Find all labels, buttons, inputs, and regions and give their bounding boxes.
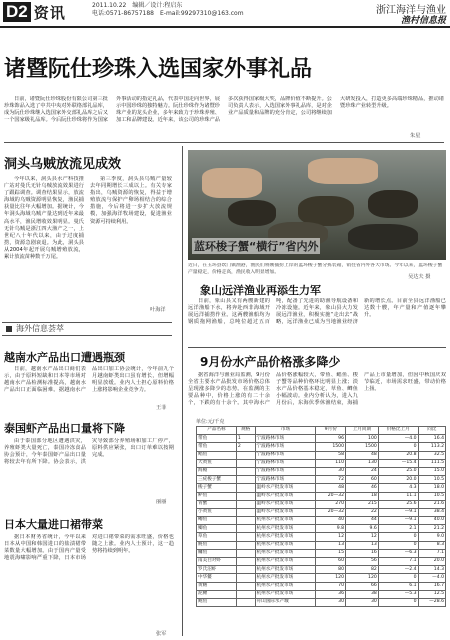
table-cell: 小黄鱼 bbox=[197, 508, 237, 516]
overseas-banner bbox=[2, 322, 172, 336]
table-cell: 15.0 bbox=[418, 467, 445, 475]
table-cell: 宁波路林市场 bbox=[255, 459, 316, 467]
table-cell bbox=[236, 492, 255, 500]
table-row bbox=[197, 435, 446, 443]
table-cell bbox=[236, 508, 255, 516]
table-cell: 14.3 bbox=[418, 566, 445, 574]
story6-headline: 象山远洋渔业再添生力军 bbox=[200, 284, 321, 297]
table-cell: 0 bbox=[378, 533, 418, 541]
story2-text-2: 第三季度，洞头县乌贼产量较去年同期增长三成以上。有关专家指出，乌贼资源的恢复，得益于增殖放流与保护产卵场相结合的综合措施，今后将进一步扩大放流规模，加强海洋牧场建设，促进渔业资源可持续利用。 bbox=[90, 176, 172, 225]
table-row bbox=[197, 541, 446, 549]
table-cell: 21.6 bbox=[418, 500, 445, 508]
table-cell: 温岭水产批发市场 bbox=[255, 508, 316, 516]
photo-crab bbox=[228, 200, 276, 226]
table-row bbox=[197, 558, 446, 566]
table-cell: 鳓鱼 bbox=[197, 517, 237, 525]
table-header: 上月同期 bbox=[346, 427, 379, 435]
story5-body bbox=[4, 534, 174, 632]
table-cell: —6.3 bbox=[378, 549, 418, 557]
story3-author: 王菲 bbox=[156, 405, 167, 411]
header-rule bbox=[0, 26, 450, 28]
table-cell: 10.5 bbox=[418, 492, 445, 500]
table-cell bbox=[236, 549, 255, 557]
table-cell: 30 bbox=[316, 467, 346, 475]
phone-line: 电话:0571-86757188 bbox=[92, 10, 154, 17]
table-cell: 宁波路林市场 bbox=[255, 435, 316, 443]
table-cell: 宁波路林市场 bbox=[255, 476, 316, 484]
table-cell: 鲢鱼 bbox=[197, 541, 237, 549]
table-cell: —5.3 bbox=[378, 590, 418, 598]
table-cell: 110 bbox=[316, 459, 346, 467]
table-cell: 15 bbox=[316, 549, 346, 557]
table-row bbox=[197, 582, 446, 590]
table-cell: 44 bbox=[346, 517, 379, 525]
table-cell: 0 bbox=[378, 598, 418, 606]
table-header: 同比 bbox=[418, 427, 445, 435]
price-table bbox=[196, 426, 446, 607]
table-cell: 黄鳝 bbox=[197, 582, 237, 590]
table-cell: 带鱼 bbox=[197, 435, 237, 443]
table-row bbox=[197, 451, 446, 459]
table-cell: 鲈鱼 bbox=[197, 492, 237, 500]
table-cell: 大黄鱼 bbox=[197, 459, 237, 467]
table-cell: 16 bbox=[346, 549, 379, 557]
table-cell: 58 bbox=[316, 451, 346, 459]
table-cell: 9.8 bbox=[316, 525, 346, 533]
table-cell: 48 bbox=[346, 451, 379, 459]
table-row bbox=[197, 476, 446, 484]
main-headline: 诸暨阮仕珍珠入选国家外事礼品 bbox=[4, 57, 313, 82]
table-cell bbox=[236, 558, 255, 566]
story4-headline: 泰国虾产品出口量将下降 bbox=[4, 422, 125, 435]
table-header: 规格 bbox=[236, 427, 255, 435]
table-cell: 20.0 bbox=[378, 476, 418, 484]
story5-headline: 日本大量进口裙带菜 bbox=[4, 518, 103, 531]
table-cell bbox=[236, 582, 255, 590]
story3-headline: 越南水产品出口遭遇瓶颈 bbox=[4, 351, 125, 364]
table-cell: 杭州水产批发市场 bbox=[255, 549, 316, 557]
table-cell: 30 bbox=[346, 598, 379, 606]
email-line: E-mail:99297310@163.com bbox=[160, 10, 244, 17]
table-cell: 1500 bbox=[316, 443, 346, 451]
photo-caption: 近日，在玉环县坎门镇渔港，渔民们将刚捕捞上岸的蓝环梭子蟹分拣装箱，销往省内外各大市场。今年以来，蓝环梭子蟹产量稳定，价格走高，渔民收入明显增加。 bbox=[188, 263, 443, 275]
table-row bbox=[197, 492, 446, 500]
table-cell: 带鱼 bbox=[197, 443, 237, 451]
table-cell: 宁波路林市场 bbox=[255, 451, 316, 459]
table-cell bbox=[236, 467, 255, 475]
table-cell: 82 bbox=[346, 566, 379, 574]
table-cell: 25.0 bbox=[378, 467, 418, 475]
table-cell: 9.0 bbox=[418, 533, 445, 541]
table-cell: 66 bbox=[346, 582, 379, 590]
table-cell: 20—32 bbox=[316, 492, 346, 500]
table-cell: 9.6 bbox=[346, 525, 379, 533]
table-cell: 12 bbox=[316, 533, 346, 541]
table-cell: 宁波路林市场 bbox=[255, 443, 316, 451]
story4-text: 由于泰国部分地区遭遇洪灾，养殖虾类大量死亡，泰国冷冻食品协会预计，今年泰国虾产品出口量将较去年有所下降。协会表示，洪灾导致部分养殖场和加工厂停产，原料供应紧张，出口订单难以按期完成。 bbox=[4, 438, 174, 466]
table-cell: 舟山国际水产城 bbox=[255, 598, 316, 606]
column-divider bbox=[182, 146, 183, 636]
story7-text: 据省海洋与渔业局监测，9月份全省主要水产品批发市场价格总体呈现涨多降少的态势。在监测的主要品种中，价格上涨的有二十余个，下跌的有十余个。其中海水产品价格涨幅较大，带鱼、鲳鱼、梭子蟹等品种价格环比明显上涨；淡水产品价格基本稳定，草鱼、鲫鱼小幅波动。业内分析认为，进入九月份后，东海伏季休渔结束，海捕产品上市量增加，但因中秋国庆双节临近，市场需求旺盛，带动价格上扬。 bbox=[188, 372, 446, 407]
price-table-body bbox=[197, 435, 446, 607]
photo-hand bbox=[202, 168, 262, 198]
table-cell: 13 bbox=[346, 541, 379, 549]
table-cell: 鲍鱼 bbox=[197, 598, 237, 606]
photo-crab bbox=[368, 190, 418, 218]
story5-author: 张军 bbox=[156, 631, 167, 637]
table-cell: 1 bbox=[236, 435, 255, 443]
table-cell: 25.6 bbox=[378, 500, 418, 508]
table-cell: 48 bbox=[316, 484, 346, 492]
table-cell: 杭州水产批发市场 bbox=[255, 533, 316, 541]
table-cell: 鲳鱼 bbox=[197, 451, 237, 459]
table-cell: —9.1 bbox=[378, 517, 418, 525]
story6-text: 日前，象山县又有两艘新建的远洋渔船下水，将奔赴西非海域开展远洋捕捞作业。这两艘渔船均为钢质拖网渔船，总吨位超过五百吨，配备了先进的助渔导航设备和冷冻设施。近年来，象山县大力发展远洋渔业，积极实施“走出去”战略，远洋渔业已成为当地渔业经济新的增长点。目前全县远洋渔船已达数十艘，年产量和产值逐年攀升。 bbox=[188, 298, 446, 326]
table-cell: 40.0 bbox=[418, 517, 445, 525]
table-row bbox=[197, 566, 446, 574]
story2-author: 叶海洋 bbox=[150, 307, 166, 313]
table-row bbox=[197, 459, 446, 467]
table-row bbox=[197, 443, 446, 451]
table-cell: 4.3 bbox=[378, 484, 418, 492]
table-cell: 泥鳅 bbox=[197, 590, 237, 598]
table-cell: 111.5 bbox=[418, 459, 445, 467]
table-cell: 18.0 bbox=[418, 484, 445, 492]
story2-body-col1 bbox=[4, 176, 84, 316]
table-cell: —4.0 bbox=[418, 574, 445, 582]
table-cell: 杭州水产批发市场 bbox=[255, 590, 316, 598]
editor-line: 编辑／设计:程启东 bbox=[132, 2, 183, 9]
table-cell: 南美白对虾 bbox=[197, 558, 237, 566]
story5-text: 据日本财务省统计，今年以来日本从中国和韩国进口的盐渍裙带菜数量大幅增加。由于国内产量受地震海啸影响严重下降，日本市场对进口裙带菜的需求旺盛，价格也随之上涨。业内人士预计，这一趋势将持续到明年。 bbox=[4, 534, 174, 562]
table-cell: 11.1 bbox=[378, 492, 418, 500]
table-cell: 32.5 bbox=[418, 451, 445, 459]
table-cell: 8.3 bbox=[418, 541, 445, 549]
table-cell: 20.0 bbox=[418, 558, 445, 566]
table-cell: 13 bbox=[316, 541, 346, 549]
banner-label: 海外信息荟萃 bbox=[16, 324, 64, 333]
table-cell: 鲫鱼 bbox=[197, 525, 237, 533]
photo-title: 蓝环梭子蟹“横行”省内外 bbox=[194, 240, 319, 253]
table-cell: 10.5 bbox=[418, 476, 445, 484]
table-cell bbox=[236, 476, 255, 484]
table-cell bbox=[236, 451, 255, 459]
photo-crab bbox=[348, 224, 418, 250]
table-cell: 18 bbox=[346, 492, 379, 500]
table-row bbox=[197, 500, 446, 508]
table-cell: 草鱼 bbox=[197, 533, 237, 541]
table-cell: 36 bbox=[316, 590, 346, 598]
table-cell: 中华鳖 bbox=[197, 574, 237, 582]
table-cell: 12 bbox=[346, 533, 379, 541]
table-cell: 22 bbox=[346, 508, 379, 516]
table-cell: 24 bbox=[346, 467, 379, 475]
table-cell: 2 bbox=[236, 443, 255, 451]
table-cell: 80 bbox=[316, 566, 346, 574]
table-cell: 46 bbox=[346, 484, 379, 492]
main-story-body bbox=[4, 96, 444, 134]
story3-body bbox=[4, 366, 174, 410]
table-cell: 7.1 bbox=[418, 549, 445, 557]
table-row bbox=[197, 508, 446, 516]
section-name: 资讯 bbox=[33, 3, 66, 22]
table-cell bbox=[236, 533, 255, 541]
table-row bbox=[197, 574, 446, 582]
story2-body-col2 bbox=[90, 176, 172, 308]
table-cell: 20—32 bbox=[316, 508, 346, 516]
table-cell: 海鳗 bbox=[197, 467, 237, 475]
table-cell bbox=[236, 459, 255, 467]
story4-body bbox=[4, 438, 174, 504]
story3-text: 日前，越南水产品出口商们表示，由于原料短缺和日本等市场对越南水产品检测标准提高，越南水产品出口正面临困难。据越南水产品出口加工协会统计，今年前九个月越南虾类出口虽有增长，但增幅明显放缓。业内人士担心原料价格上涨将影响企业竞争力。 bbox=[4, 366, 174, 394]
table-cell: 6.1 bbox=[378, 582, 418, 590]
table-row bbox=[197, 533, 446, 541]
table-cell: 120 bbox=[346, 574, 379, 582]
table-cell: 72 bbox=[316, 476, 346, 484]
table-row bbox=[197, 590, 446, 598]
table-cell: —28.6 bbox=[418, 598, 445, 606]
divider bbox=[4, 142, 444, 143]
table-header: 9月份 bbox=[316, 427, 346, 435]
table-header-row bbox=[197, 427, 446, 435]
table-cell: 2.1 bbox=[378, 525, 418, 533]
table-cell: 100 bbox=[346, 435, 379, 443]
table-cell: 70 bbox=[316, 582, 346, 590]
table-cell: 杭州水产批发市场 bbox=[255, 574, 316, 582]
table-cell: 12.5 bbox=[418, 590, 445, 598]
table-cell: —4.0 bbox=[378, 435, 418, 443]
photo-hand bbox=[308, 158, 378, 184]
table-row bbox=[197, 525, 446, 533]
table-cell: 38.4 bbox=[418, 508, 445, 516]
table-cell bbox=[236, 500, 255, 508]
story4-author: 丽丽 bbox=[156, 499, 167, 505]
table-row bbox=[197, 484, 446, 492]
table-cell: 16.4 bbox=[418, 435, 445, 443]
table-header: 产品名称 bbox=[197, 427, 237, 435]
story7-headline: 9月份水产品价格涨多降少 bbox=[200, 355, 341, 369]
table-cell: 7.1 bbox=[378, 558, 418, 566]
table-cell: —15.4 bbox=[378, 459, 418, 467]
table-cell: —9.1 bbox=[378, 508, 418, 516]
table-cell: 宁波路林市场 bbox=[255, 467, 316, 475]
table-cell: 鳙鱼 bbox=[197, 549, 237, 557]
table-cell: 16.7 bbox=[418, 582, 445, 590]
table-row bbox=[197, 549, 446, 557]
table-row bbox=[197, 598, 446, 606]
table-cell: 杭州水产批发市场 bbox=[255, 525, 316, 533]
table-cell: 温岭水产批发市场 bbox=[255, 492, 316, 500]
table-cell bbox=[236, 517, 255, 525]
story2-text: 今年以来，洞头县水产科技推广站对曼氏无针乌贼放流效果进行了跟踪调查。调查结果显示，放流海域的乌贼资源明显恢复，渔民捕获量比往年大幅增加。据统计，今年洞头海域乌贼产量达到近年来最高水平，渔民增收效果明显。曼氏无针乌贼是浙江四大渔产之一，上世纪八十年代以来，由于过度捕捞，资源急剧衰退。为此，洞头县从2004年起开展乌贼增殖放流，累计放流苗种数千万尾。 bbox=[4, 176, 84, 261]
table-cell: 60 bbox=[316, 558, 346, 566]
header-section-right: 浙江海洋与渔业 bbox=[376, 5, 446, 16]
table-cell: 56 bbox=[346, 558, 379, 566]
divider bbox=[188, 347, 446, 348]
table-cell: 温岭水产批发市场 bbox=[255, 484, 316, 492]
story7-body bbox=[188, 372, 446, 414]
table-cell bbox=[236, 484, 255, 492]
crab-photo bbox=[188, 150, 446, 260]
table-cell: 杭州水产批发市场 bbox=[255, 558, 316, 566]
main-story-author: 朱星 bbox=[410, 133, 421, 139]
page-header bbox=[0, 0, 450, 26]
table-cell: 三疣梭子蟹 bbox=[197, 476, 237, 484]
table-cell: 113.2 bbox=[418, 443, 445, 451]
table-cell: 温岭水产批发市场 bbox=[255, 500, 316, 508]
paper-name: 渔村信息报 bbox=[400, 16, 446, 26]
table-cell bbox=[236, 590, 255, 598]
page-number: D2 bbox=[3, 2, 31, 22]
table-cell: 梭子蟹 bbox=[197, 484, 237, 492]
table-cell bbox=[236, 541, 255, 549]
table-cell: 40 bbox=[316, 517, 346, 525]
table-cell: 20.8 bbox=[378, 451, 418, 459]
table-cell: 38 bbox=[346, 590, 379, 598]
table-cell: 120 bbox=[316, 574, 346, 582]
table-cell bbox=[236, 525, 255, 533]
header-meta bbox=[92, 2, 292, 18]
table-cell: 青蟹 bbox=[197, 500, 237, 508]
table-cell: 0 bbox=[378, 541, 418, 549]
table-cell: 21.2 bbox=[418, 525, 445, 533]
story6-body bbox=[188, 298, 446, 344]
table-cell: 30 bbox=[316, 598, 346, 606]
table-cell: 130 bbox=[346, 459, 379, 467]
table-row bbox=[197, 517, 446, 525]
table-cell: 270 bbox=[316, 500, 346, 508]
table-cell bbox=[236, 566, 255, 574]
square-bullet-icon bbox=[6, 326, 12, 332]
table-cell: 杭州水产批发市场 bbox=[255, 566, 316, 574]
page-logo bbox=[3, 2, 66, 22]
issue-date: 2011.10.22 bbox=[92, 2, 127, 9]
table-cell: 0 bbox=[378, 574, 418, 582]
table-cell: 96 bbox=[316, 435, 346, 443]
table-cell: 60 bbox=[346, 476, 379, 484]
table-cell bbox=[236, 574, 255, 582]
table-header: 市场 bbox=[255, 427, 316, 435]
table-header: 价格比上月 bbox=[378, 427, 418, 435]
table-cell: 1500 bbox=[346, 443, 379, 451]
table-cell bbox=[236, 598, 255, 606]
table-cell: 杭州水产批发市场 bbox=[255, 541, 316, 549]
table-cell: 罗氏沼虾 bbox=[197, 566, 237, 574]
table-row bbox=[197, 467, 446, 475]
main-story-text: 日前，诸暨阮仕珍珠股份有限公司第三批珍珠饰品入选了中共中央对外联络部礼品库，成为阮仕珍珠继入选国家外交部礼品库之后又一个国家级礼品库。今后阮仕珍珠将作为国家外事活动的指定礼品，代表中国走向世界，展示中国珍珠的独特魅力。阮仕珍珠作为诸暨珍珠产业的龙头企业，多年来致力于珍珠养殖、加工和品牌建设。近年来，该公司的珍珠产品多次获得国家级大奖，品牌价值不断提升。公司负责人表示，入选国家外事礼品库，是对企业产品质量和品牌的充分肯定，公司将继续加大研发投入，打造更多高端珍珠精品，推动诸暨珍珠产业转型升级。 bbox=[4, 96, 444, 124]
table-cell: 杭州水产批发市场 bbox=[255, 582, 316, 590]
table-cell: —2.4 bbox=[378, 566, 418, 574]
table-unit: 单位:元/千克 bbox=[196, 419, 225, 425]
table-cell: 215 bbox=[346, 500, 379, 508]
story2-headline: 洞头乌贼放流见成效 bbox=[4, 157, 122, 172]
table-cell: 杭州水产批发市场 bbox=[255, 517, 316, 525]
photo-author: 吴达夫 摄 bbox=[408, 274, 431, 280]
table-cell: 0 bbox=[378, 443, 418, 451]
